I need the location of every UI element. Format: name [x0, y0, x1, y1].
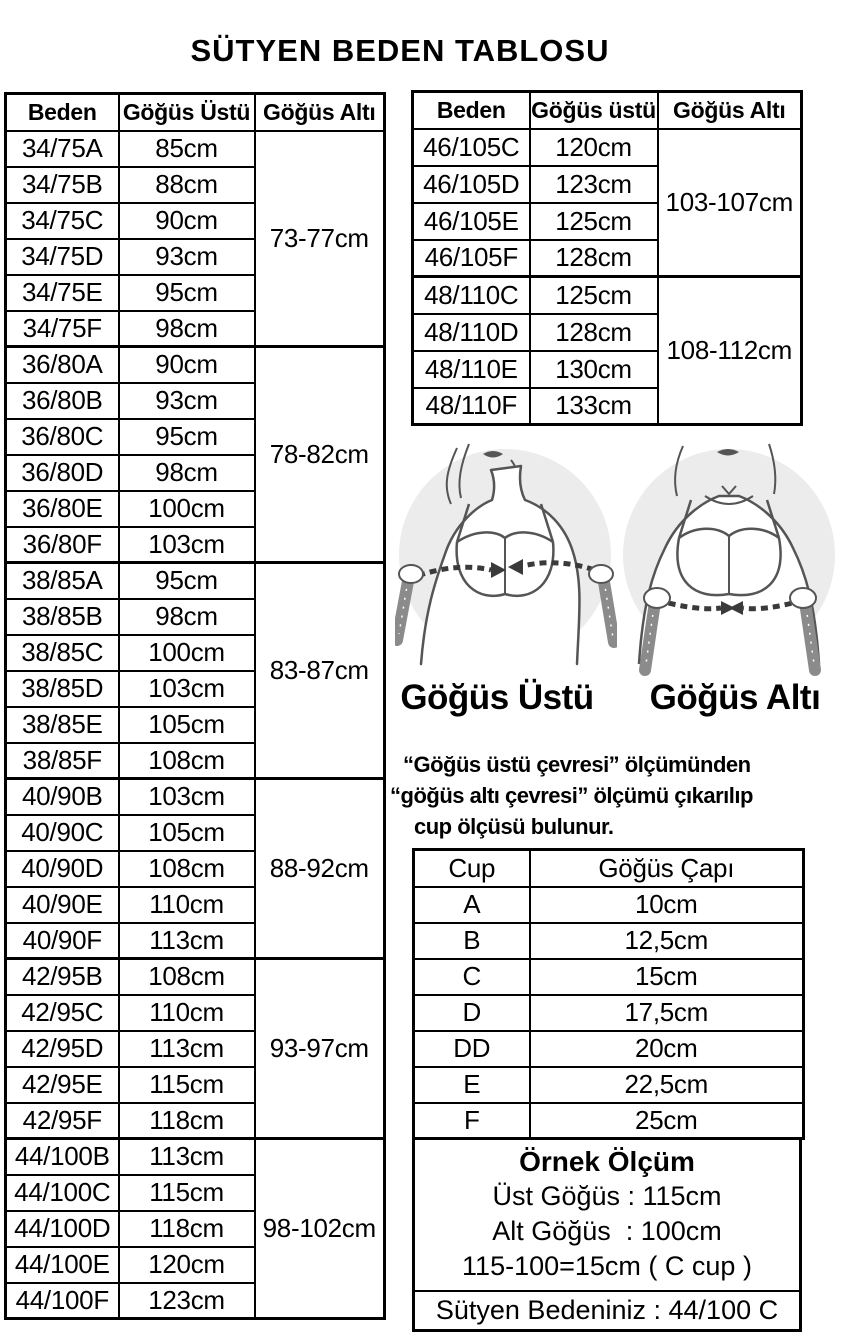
table-row — [413, 277, 802, 314]
overbust-cell: 100cm — [119, 635, 255, 671]
size-cell: 46/105F — [413, 240, 530, 277]
table-row — [6, 779, 385, 815]
size-cell: 34/75F — [6, 311, 119, 347]
measure-underbust-figure — [619, 442, 841, 687]
size-cell: 36/80E — [6, 491, 119, 527]
overbust-cell: 103cm — [119, 779, 255, 815]
overbust-cell: 125cm — [530, 203, 658, 240]
size-cell: 34/75A — [6, 131, 119, 167]
column-header-1: Göğüs Çapı — [530, 850, 804, 887]
overbust-cell: 85cm — [119, 131, 255, 167]
size-cell: 42/95F — [6, 1103, 119, 1139]
underbust-cell: 93-97cm — [255, 959, 385, 1139]
example-calculation — [415, 1140, 799, 1292]
table-row — [414, 923, 804, 959]
overbust-cell: 123cm — [119, 1283, 255, 1319]
gogus-ustu-label: Göğüs Üstü — [400, 678, 594, 717]
size-cell: 40/90E — [6, 887, 119, 923]
underbust-cell: 88-92cm — [255, 779, 385, 959]
cup-cell: B — [414, 923, 530, 959]
overbust-cell: 130cm — [530, 351, 658, 388]
table-row — [413, 129, 802, 166]
column-header-2: Göğüs Altı — [255, 94, 385, 131]
size-cell: 36/80C — [6, 419, 119, 455]
size-cell: 48/110C — [413, 277, 530, 314]
measure-underbust-illustration — [619, 442, 841, 687]
overbust-cell: 95cm — [119, 563, 255, 599]
size-cell: 38/85A — [6, 563, 119, 599]
size-cell: 42/95C — [6, 995, 119, 1031]
overbust-cell: 113cm — [119, 1031, 255, 1067]
measure-overbust-illustration — [395, 442, 617, 687]
overbust-cell: 128cm — [530, 240, 658, 277]
overbust-cell: 98cm — [119, 599, 255, 635]
overbust-cell: 108cm — [119, 743, 255, 779]
overbust-cell: 108cm — [119, 959, 255, 995]
table-row — [414, 1103, 804, 1139]
size-cell: 38/85B — [6, 599, 119, 635]
size-cell: 48/110D — [413, 314, 530, 351]
instruction-line-2: “göğüs altı çevresi” ölçümü çıkarılıp — [390, 783, 753, 808]
overbust-cell: 125cm — [530, 277, 658, 314]
table-row — [414, 887, 804, 923]
diameter-cell: 12,5cm — [530, 923, 804, 959]
size-cell: 34/75B — [6, 167, 119, 203]
size-cell: 42/95D — [6, 1031, 119, 1067]
table-row — [6, 563, 385, 599]
instruction-line-3: cup ölçüsü bulunur. — [414, 814, 614, 839]
table-row — [414, 1031, 804, 1067]
diameter-cell: 25cm — [530, 1103, 804, 1139]
underbust-cell: 108-112cm — [658, 277, 802, 425]
underbust-cell: 103-107cm — [658, 129, 802, 277]
size-cell: 40/90D — [6, 851, 119, 887]
size-cell: 42/95B — [6, 959, 119, 995]
overbust-cell: 90cm — [119, 203, 255, 239]
diameter-cell: 20cm — [530, 1031, 804, 1067]
size-cell: 44/100E — [6, 1247, 119, 1283]
example-line-3: 115-100=15cm ( C cup ) — [462, 1251, 752, 1281]
table-row — [6, 131, 385, 167]
underbust-cell: 98-102cm — [255, 1139, 385, 1319]
overbust-cell: 108cm — [119, 851, 255, 887]
column-header-1: Göğüs üstü — [530, 92, 658, 129]
size-cell: 34/75E — [6, 275, 119, 311]
overbust-cell: 95cm — [119, 275, 255, 311]
example-line-1: Üst Göğüs : 115cm — [492, 1181, 722, 1211]
table-row — [6, 347, 385, 383]
size-cell: 36/80B — [6, 383, 119, 419]
example-title: Örnek Ölçüm — [519, 1146, 695, 1177]
overbust-cell: 105cm — [119, 815, 255, 851]
overbust-cell: 113cm — [119, 923, 255, 959]
cup-cell: DD — [414, 1031, 530, 1067]
size-cell: 44/100C — [6, 1175, 119, 1211]
overbust-cell: 93cm — [119, 239, 255, 275]
size-cell: 48/110E — [413, 351, 530, 388]
overbust-cell: 113cm — [119, 1139, 255, 1175]
size-cell: 34/75C — [6, 203, 119, 239]
size-cell: 44/100D — [6, 1211, 119, 1247]
overbust-cell: 93cm — [119, 383, 255, 419]
size-cell: 46/105D — [413, 166, 530, 203]
column-header-0: Beden — [6, 94, 119, 131]
example-box — [412, 1137, 802, 1332]
overbust-cell: 115cm — [119, 1175, 255, 1211]
size-cell: 48/110F — [413, 388, 530, 425]
overbust-cell: 133cm — [530, 388, 658, 425]
overbust-cell: 128cm — [530, 314, 658, 351]
overbust-cell: 118cm — [119, 1103, 255, 1139]
table-row — [414, 1067, 804, 1103]
size-cell: 38/85F — [6, 743, 119, 779]
table-row — [414, 959, 804, 995]
size-cell: 40/90B — [6, 779, 119, 815]
page-title: SÜTYEN BEDEN TABLOSU — [190, 33, 610, 68]
overbust-cell: 120cm — [119, 1247, 255, 1283]
overbust-cell: 88cm — [119, 167, 255, 203]
size-cell: 46/105E — [413, 203, 530, 240]
column-header-0: Beden — [413, 92, 530, 129]
size-cell: 34/75D — [6, 239, 119, 275]
underbust-cell: 78-82cm — [255, 347, 385, 563]
diameter-cell: 17,5cm — [530, 995, 804, 1031]
size-cell: 36/80A — [6, 347, 119, 383]
size-table-right — [411, 90, 803, 426]
size-cell: 36/80D — [6, 455, 119, 491]
overbust-cell: 120cm — [530, 129, 658, 166]
column-header-2: Göğüs Altı — [658, 92, 802, 129]
underbust-cell: 83-87cm — [255, 563, 385, 779]
size-cell: 36/80F — [6, 527, 119, 563]
example-line-2: Alt Göğüs : 100cm — [492, 1216, 722, 1246]
overbust-cell: 110cm — [119, 995, 255, 1031]
overbust-cell: 123cm — [530, 166, 658, 203]
size-cell: 44/100B — [6, 1139, 119, 1175]
overbust-cell: 103cm — [119, 671, 255, 707]
size-cell: 38/85E — [6, 707, 119, 743]
diameter-cell: 22,5cm — [530, 1067, 804, 1103]
diameter-cell: 15cm — [530, 959, 804, 995]
overbust-cell: 115cm — [119, 1067, 255, 1103]
overbust-cell: 118cm — [119, 1211, 255, 1247]
overbust-cell: 110cm — [119, 887, 255, 923]
size-cell: 44/100F — [6, 1283, 119, 1319]
size-cell: 42/95E — [6, 1067, 119, 1103]
instruction-line-1: “Göğüs üstü çevresi” ölçümünden — [403, 752, 751, 777]
column-header-1: Göğüs Üstü — [119, 94, 255, 131]
size-cell: 38/85D — [6, 671, 119, 707]
instruction-text — [390, 749, 830, 842]
overbust-cell: 98cm — [119, 311, 255, 347]
cup-cell: C — [414, 959, 530, 995]
cup-cell: A — [414, 887, 530, 923]
cup-cell: D — [414, 995, 530, 1031]
table-row — [6, 959, 385, 995]
cup-size-table — [412, 848, 805, 1140]
cup-cell: E — [414, 1067, 530, 1103]
size-cell: 40/90C — [6, 815, 119, 851]
size-cell: 38/85C — [6, 635, 119, 671]
measure-overbust-figure — [395, 442, 617, 687]
table-row — [414, 995, 804, 1031]
diameter-cell: 10cm — [530, 887, 804, 923]
size-cell: 40/90F — [6, 923, 119, 959]
cup-cell: F — [414, 1103, 530, 1139]
size-cell: 46/105C — [413, 129, 530, 166]
example-result: Sütyen Bedeniniz : 44/100 C — [435, 1295, 779, 1325]
overbust-cell: 100cm — [119, 491, 255, 527]
overbust-cell: 98cm — [119, 455, 255, 491]
column-header-0: Cup — [414, 850, 530, 887]
overbust-cell: 95cm — [119, 419, 255, 455]
size-table-left — [4, 92, 386, 1320]
overbust-cell: 103cm — [119, 527, 255, 563]
gogus-alti-label: Göğüs Altı — [649, 678, 821, 717]
overbust-cell: 105cm — [119, 707, 255, 743]
table-row — [6, 1139, 385, 1175]
overbust-cell: 90cm — [119, 347, 255, 383]
underbust-cell: 73-77cm — [255, 131, 385, 347]
